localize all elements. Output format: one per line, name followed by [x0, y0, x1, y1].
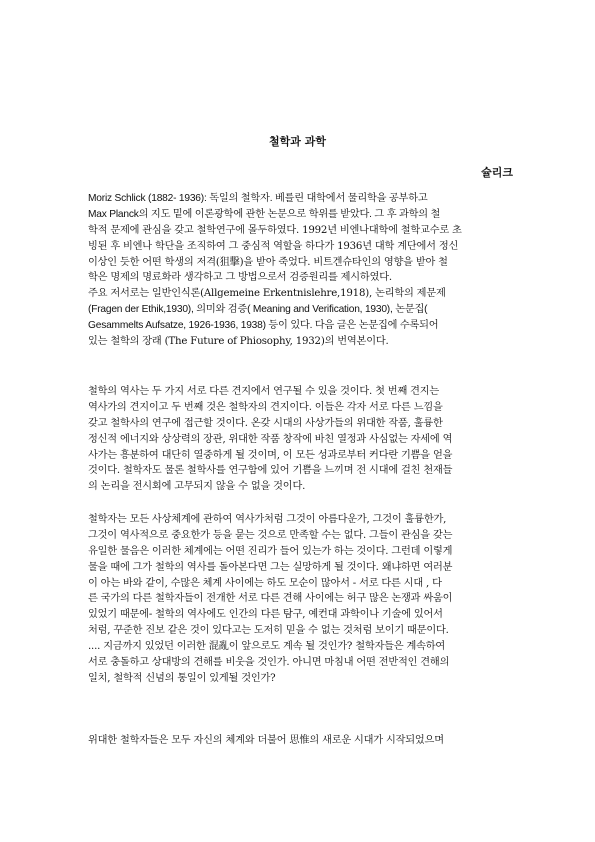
paragraph-line: 른 국가의 다른 철학자들이 전개한 서로 다른 견해 사이에는 허구 많은 논쟁과 싸움이	[88, 593, 453, 605]
bio-line: 있는 철학의 장래 (The Future of Phiosophy, 1932)의 번역본이다.	[88, 336, 389, 348]
document-title: 철학과 과학	[269, 135, 326, 148]
paragraph-line: 있었기 때문에- 철학의 역사에도 인간의 다른 탐구, 예컨대 과학이나 기술에 있어서	[88, 609, 443, 621]
paragraph-line: 이 아는 바와 같이, 수많은 체계 사이에는 하도 모순이 많아서 - 서로 다른 시대 , 다	[88, 577, 442, 589]
paragraph-line: 물을 때에 그가 철학의 역사를 돌아본다면 그는 실망하게 될 것이다. 왜냐하면 여러분	[88, 561, 453, 573]
paragraph-line: 철학자는 모든 사상체계에 관하여 역사가처럼 그것이 아름다운가, 그것이 훌륭한가,	[88, 514, 447, 525]
bio-line: 주요 저서로는 일반인식론(Allgemeine Erkentnislehre,1918), 논리학의 제문제	[88, 288, 446, 300]
paragraph-line: 정신적 에너지와 상상력의 장관, 위대한 작품 창작에 바친 열정과 사심없는 자세에 역	[88, 433, 453, 445]
paragraph-line: .... 지금까지 있었던 이러한 混亂이 앞으로도 계속 될 것인가? 철학자들은 계속하여	[88, 641, 446, 653]
paragraph-line: 철학의 역사는 두 가지 서로 다른 견지에서 연구될 수 있을 것이다. 첫 번째 견지는	[88, 386, 440, 397]
bio-line: Moriz Schlick (1882- 1936): 독일의 철학자. 베를린 대학에서 물리학을 공부하고	[88, 193, 428, 204]
bio-line: 빙된 후 비엔나 학단을 조직하여 그 중심적 역할을 하다가 1936년 대학 계단에서 정신	[88, 240, 459, 252]
bio-line: (Fragen der Ethik,1930), 의미와 검증( Meaning and Verification, 1930), 논문집(	[88, 304, 428, 316]
document-author: 슐리크	[481, 166, 513, 179]
bio-line: Max Planck의 지도 밑에 이론광학에 관한 논문으로 학위를 받았다. 그 후 과학의 철	[88, 208, 441, 220]
paragraph-3	[88, 733, 513, 749]
bio-line: 학적 문제에 관심을 갖고 철학연구에 몰두하였다. 1992년 비엔나대학에 철학교수로 초	[88, 224, 462, 236]
paragraph-line: 서로 충돌하고 상대방의 견해를 비웃을 것인가. 아니면 마침내 어떤 전반적인 견해의	[88, 657, 450, 669]
paragraph-line: 사가는 흥분하여 대단히 열중하게 될 것이며, 이 모든 성과로부터 커다란 기쁨을 얻을	[88, 449, 453, 461]
author-biography	[88, 191, 513, 350]
paragraph-line: 역사가의 견지이고 두 번째 것은 철학자의 견지이다. 이들은 각자 서로 다른 느낌을	[88, 401, 443, 413]
paragraph-2	[88, 512, 513, 687]
paragraph-line: 위대한 철학자들은 모두 자신의 체계와 더불어 思惟의 새로운 시대가 시작되었으며	[88, 735, 444, 746]
paragraph-line: 갖고 철학사의 연구에 접근할 것이다. 온갖 시대의 사상가들의 위대한 작품, 훌륭한	[88, 417, 443, 429]
paragraph-1	[88, 384, 513, 495]
bio-line: 학은 명제의 명료화라 생각하고 그 방법으로서 검증원리를 제시하였다.	[88, 272, 392, 284]
paragraph-line: 유일한 물음은 이러한 체계에는 어떤 진리가 들어 있는가 하는 것이다. 그런데 이렇게	[88, 545, 453, 557]
bio-line: 이상인 듯한 어떤 학생의 저격(狙擊)을 받아 죽었다. 비트겐슈타인의 영향을 받아 철	[88, 256, 448, 268]
paragraph-line: 일치, 철학적 신념의 통일이 있게될 것인가?	[88, 672, 276, 684]
paragraph-line: 처럼, 꾸준한 진보 같은 것이 있다고는 도저히 믿을 수 없는 것처럼 보이기 때문이다.	[88, 625, 449, 637]
paragraph-line: 의 논리을 전시회에 고무되지 않을 수 없을 것이다.	[88, 481, 306, 493]
paragraph-line: 그것이 역사적으로 중요한가 등을 묻는 것으로 만족할 수는 없다. 그들이 관심을 갖는	[88, 529, 453, 541]
bio-line: Gesammelts Aufsatze, 1926-1936, 1938) 등이 있다. 다음 글은 논문집에 수록되어	[88, 320, 439, 332]
paragraph-line: 것이다. 철학자도 물론 철학사를 연구함에 있어 기쁨을 느끼며 전 시대에 걸친 천재들	[88, 465, 453, 477]
